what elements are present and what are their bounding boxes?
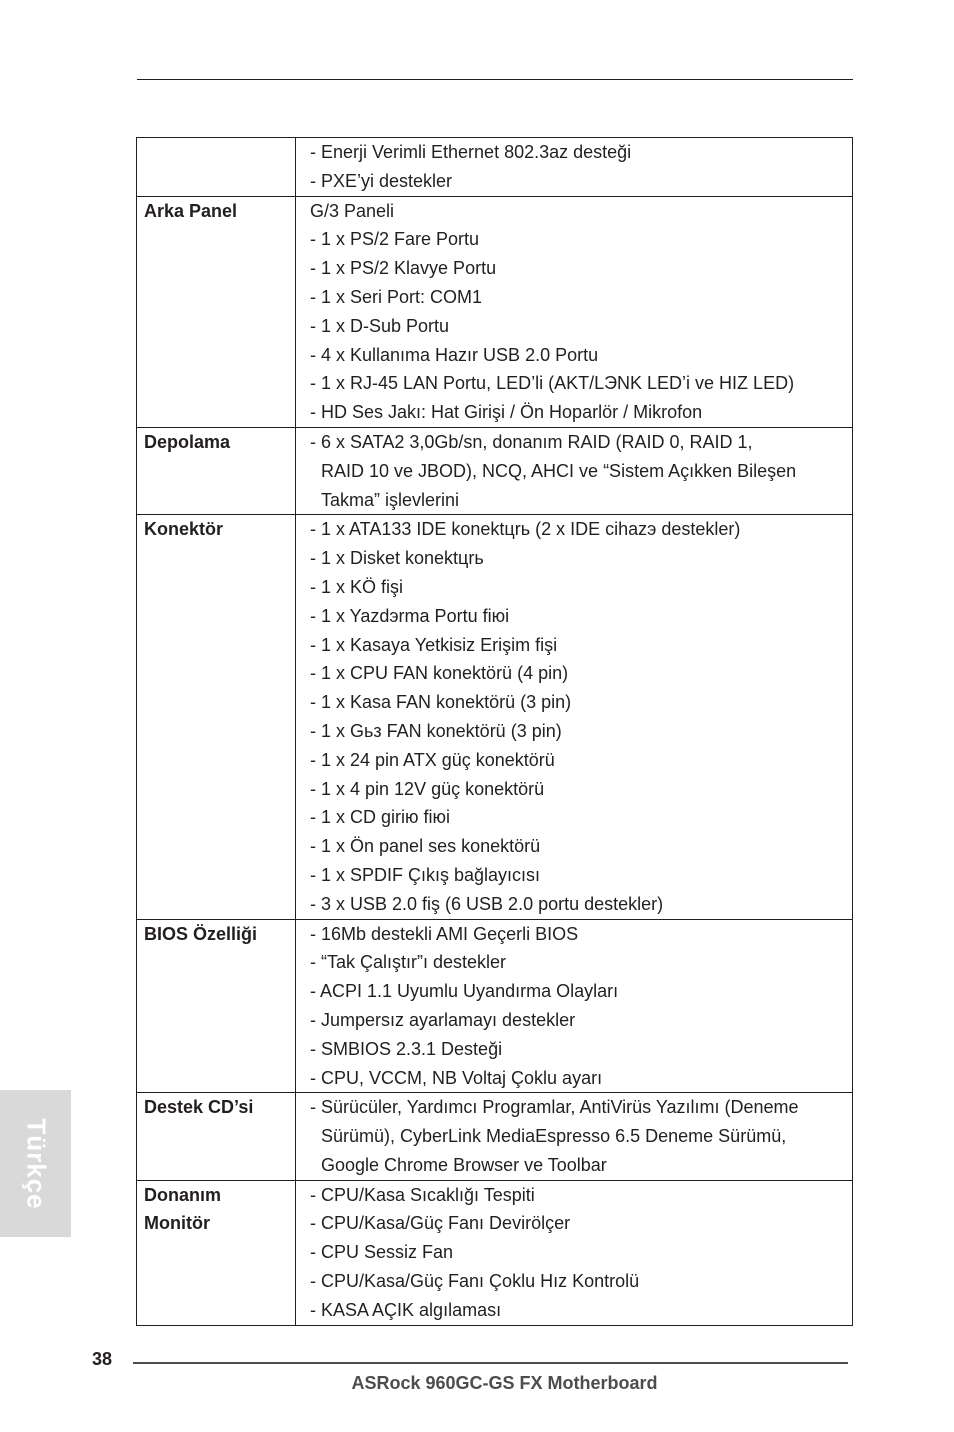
spec-item: Google Chrome Browser ve Toolbar [321, 1154, 607, 1175]
spec-item: - 1 x Yazdэrma Portu fiюi [310, 605, 510, 626]
spec-item: - 1 x Disket konektцrь [310, 548, 484, 569]
spec-row [137, 1093, 853, 1180]
spec-item: - Jumpersız ayarlamayı destekler [310, 1009, 576, 1030]
spec-item: Sürümü), CyberLink MediaEspresso 6.5 Deneme Sürümü, [321, 1126, 787, 1147]
spec-item: - 1 x Gьз FAN konektörü (3 pin) [310, 720, 562, 741]
spec-item: - CPU/Kasa/Güç Fanı Devirölçer [310, 1213, 571, 1234]
spec-item: - PXE’yi destekler [310, 170, 453, 191]
spec-label-cell [137, 138, 296, 197]
spec-values-cell [296, 1093, 853, 1180]
spec-item: - CPU, VCCM, NB Voltaj Çoklu ayarı [310, 1067, 603, 1088]
spec-label-cell [137, 427, 296, 514]
spec-values-cell [296, 196, 853, 427]
spec-item: - 1 x ATA133 IDE konektцrь (2 x IDE cihazэ destekler) [310, 519, 741, 540]
spec-item: - CPU Sessiz Fan [310, 1242, 454, 1263]
spec-label: Monitör [144, 1213, 210, 1234]
spec-item: - CPU/Kasa Sıcaklığı Tespiti [310, 1184, 535, 1205]
spec-row [137, 196, 853, 427]
spec-item: - 1 x SPDIF Çıkış bağlayıcısı [310, 864, 541, 885]
spec-item: - ACPI 1.1 Uyumlu Uyandırma Olayları [310, 981, 619, 1002]
spec-row [137, 1180, 853, 1325]
spec-label-cell [137, 515, 296, 919]
spec-item: RAID 10 ve JBOD), NCQ, AHCI ve “Sistem Açıkken Bileşen [321, 460, 797, 481]
spec-label-cell [137, 1180, 296, 1325]
language-tab-label: Türkçe [21, 1117, 51, 1210]
spec-item: Takma” işlevlerini [321, 489, 460, 510]
spec-label: Donanım [144, 1184, 222, 1205]
spec-item: - SMBIOS 2.3.1 Desteği [310, 1038, 503, 1059]
spec-item: - 1 x 4 pin 12V güç konektörü [310, 778, 545, 799]
spec-item: - Enerji Verimli Ethernet 802.3az desteği [310, 142, 632, 162]
header-rule [137, 79, 853, 80]
spec-values-cell [296, 515, 853, 919]
spec-row [137, 138, 853, 197]
spec-label: Destek CD’si [144, 1097, 254, 1118]
spec-item: - 1 x RJ-45 LAN Portu, LED’li (AKT/LЭNK LED’i ve HIZ LED) [310, 373, 795, 394]
spec-values-cell [296, 919, 853, 1093]
spec-label: Depolama [144, 431, 231, 452]
spec-values-cell [296, 138, 853, 197]
spec-item: - 1 x PS/2 Klavye Portu [310, 258, 497, 279]
language-side-tab [0, 1090, 71, 1237]
spec-row [137, 427, 853, 514]
spec-label-cell [137, 919, 296, 1093]
spec-values-cell [296, 427, 853, 514]
spec-item: - 1 x CPU FAN konektörü (4 pin) [310, 663, 569, 684]
footer-title: ASRock 960GC-GS FX Motherboard [351, 1373, 658, 1393]
spec-item: G/3 Paneli [310, 200, 395, 221]
spec-item: - 1 x Seri Port: COM1 [310, 286, 483, 307]
spec-item: - 3 x USB 2.0 fiş (6 USB 2.0 portu destekler) [310, 893, 664, 914]
spec-item: - 1 x 24 pin ATX güç konektörü [310, 749, 555, 770]
footer-rule [133, 1362, 848, 1364]
spec-item: - Sürücüler, Yardımcı Programlar, AntiVirüs Yazılımı (Deneme [310, 1097, 799, 1118]
spec-label-cell [137, 196, 296, 427]
spec-table [136, 137, 853, 1326]
spec-item: - 1 x KÖ fişi [310, 576, 404, 597]
spec-item: - 1 x Kasa FAN konektörü (3 pin) [310, 692, 572, 713]
spec-item: - 6 x SATA2 3,0Gb/sn, donanım RAID (RAID 0, RAID 1, [310, 431, 753, 452]
spec-item: - 16Mb destekli AMI Geçerli BIOS [310, 923, 579, 944]
spec-item: - “Tak Çalıştır”ı destekler [310, 952, 507, 973]
spec-table-body [137, 138, 853, 1326]
spec-item: - HD Ses Jakı: Hat Girişi / Ön Hoparlör / Mikrofon [310, 402, 703, 423]
spec-label-cell [137, 1093, 296, 1180]
spec-label: BIOS Özelliği [144, 923, 258, 944]
spec-values-cell [296, 1180, 853, 1325]
spec-item: - 4 x Kullanıma Hazır USB 2.0 Portu [310, 344, 599, 365]
spec-item: - 1 x PS/2 Fare Portu [310, 229, 480, 250]
spec-row [137, 515, 853, 919]
spec-item: - KASA AÇIK algılaması [310, 1299, 502, 1320]
spec-item: - 1 x Kasaya Yetkisiz Erişim fişi [310, 634, 558, 655]
spec-row [137, 919, 853, 1093]
spec-label: Konektör [144, 519, 224, 540]
spec-item: - 1 x CD giriю fiюi [310, 807, 451, 828]
spec-label: Arka Panel [144, 200, 238, 221]
spec-item: - 1 x D-Sub Portu [310, 315, 450, 336]
spec-item: - CPU/Kasa/Güç Fanı Çoklu Hız Kontrolü [310, 1271, 640, 1292]
page-number: 38 [92, 1349, 113, 1369]
spec-item: - 1 x Ön panel ses konektörü [310, 836, 541, 857]
